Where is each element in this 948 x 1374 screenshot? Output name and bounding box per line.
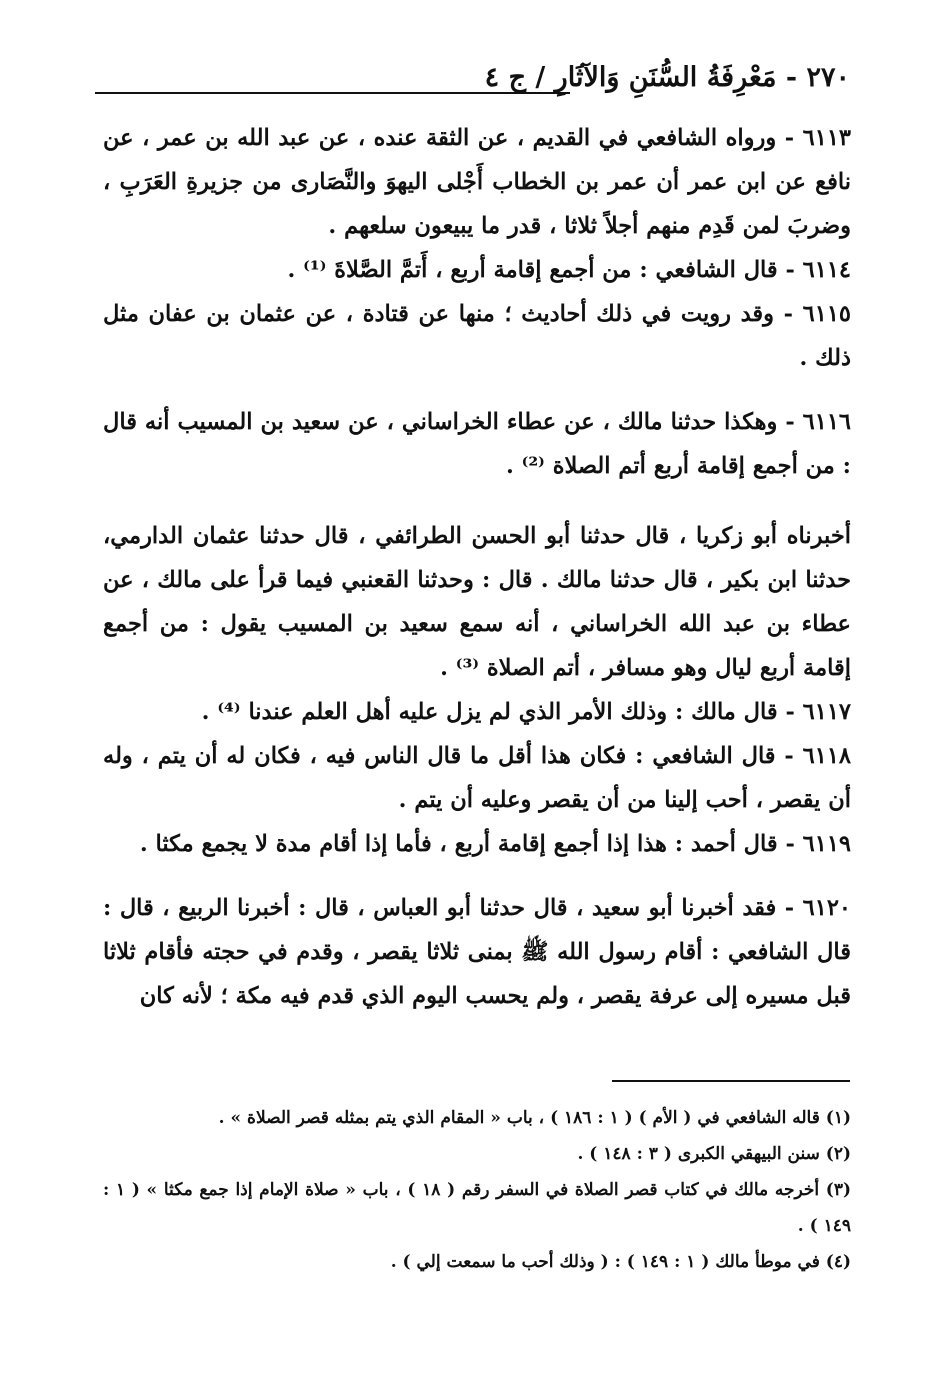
paragraph-6119: ٦١١٩ - قال أحمد : هذا إذا أجمع إقامة أربع ، فأما إذا أقام مدة لا يجمع مكثا . xyxy=(139,831,851,857)
paragraph-6120: ٦١٢٠ - فقد أخبرنا أبو سعيد ، قال حدثنا أبو العباس ، قال : أخبرنا الربيع ، قال : قال الشافعي : أقام رسول الله ﷺ بمنى ثلاثا يقصر ، وقدم في حجته فأقام ثلاثا قبل مسيره إلى عرفة يقصر ، ولم يحسب اليوم الذي قدم فيه مكة ؛ لأنه كان xyxy=(103,895,851,1009)
paragraph-6116: ٦١١٦ - وهكذا حدثنا مالك ، عن عطاء الخراساني ، عن سعيد بن المسيب أنه قال : من أجمع إقامة أربع أتم الصلاة ⁽²⁾ . xyxy=(103,409,851,479)
footnote-3: (٣) أخرجه مالك في كتاب قصر الصلاة في السفر رقم ( ١٨ ) ، باب « صلاة الإمام إذا جمع مكثا » ( ١ : ١٤٩ ) . xyxy=(103,1180,852,1236)
paragraph-6115: ٦١١٥ - وقد رويت في ذلك أحاديث ؛ منها عن قتادة ، عن عثمان بن عفان مثل ذلك . xyxy=(103,301,851,371)
paragraph-6113: ٦١١٣ - ورواه الشافعي في القديم ، عن الثقة عنده ، عن عبد الله بن عمر ، عن نافع عن ابن عمر أن عمر بن الخطاب أَجْلى اليهوَ والنَّصَارى من جزيرةِ العَرَبِ ، وضربَ لمن قَدِم منهم أجلاً ثلاثا ، قدر ما يبيعون سلعهم . xyxy=(103,125,851,239)
page-header xyxy=(95,62,850,112)
footnote-1: (١) قاله الشافعي في ( الأم ) ( ١ : ١٨٦ ) ، باب « المقام الذي يتم بمثله قصر الصلاة » . xyxy=(218,1108,851,1128)
header-rule xyxy=(95,92,570,94)
running-title: ٢٧٠ - مَعْرِفَةُ السُّنَنِ وَالآثَارِ / ج ٤ xyxy=(484,62,850,93)
main-text xyxy=(103,116,851,1018)
paragraph-6118: ٦١١٨ - قال الشافعي : فكان هذا أقل ما قال الناس فيه ، فكان له أن يتم ، وله أن يقصر ، أحب إلينا من أن يقصر وعليه أن يتم . xyxy=(103,743,851,813)
paragraph-6114: ٦١١٤ - قال الشافعي : من أجمع إقامة أربع ، أَتمَّ الصَّلاةَ ⁽¹⁾ . xyxy=(287,257,851,283)
footnotes xyxy=(103,1100,851,1280)
paragraph-6117: ٦١١٧ - قال مالك : وذلك الأمر الذي لم يزل عليه أهل العلم عندنا ⁽⁴⁾ . xyxy=(201,699,851,725)
footnote-rule xyxy=(612,1080,850,1082)
footnote-2: (٢) سنن البيهقي الكبرى ( ٣ : ١٤٨ ) . xyxy=(577,1144,851,1164)
paragraph-isnad: أخبرناه أبو زكريا ، قال حدثنا أبو الحسن الطرائفي ، قال حدثنا عثمان الدارمي، حدثنا ابن بكير ، قال حدثنا مالك . قال : وحدثنا القعنبي فيما قرأ على مالك ، عن عطاء بن عبد الله الخراساني ، أنه سمع سعيد بن المسيب يقول : من أجمع إقامة أربع ليال وهو مسافر ، أتم الصلاة ⁽³⁾ . xyxy=(103,523,851,681)
footnote-4: (٤) في موطأ مالك ( ١ : ١٤٩ ) : ( وذلك أحب ما سمعت إلي ) . xyxy=(390,1252,851,1272)
